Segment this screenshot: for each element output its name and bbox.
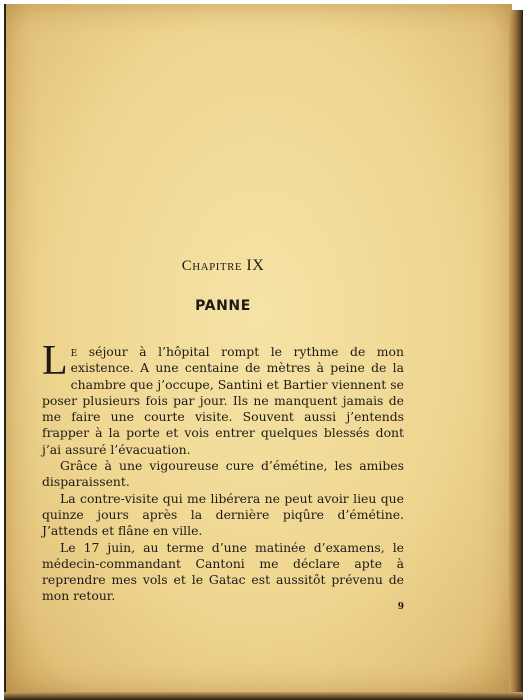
body-text [42, 338, 404, 605]
chapter-number: IX [246, 257, 265, 274]
chapter-label: Chapitre [181, 258, 243, 274]
paragraph-4: Le 17 juin, au terme d’une matinée d’examens, le médecin-commandant Cantoni me déclare apte à reprendre mes vols et le Gatac est aussitôt prévenu de mon retour. [42, 539, 404, 604]
chapter-heading [42, 257, 404, 275]
paragraph-2: Grâce à une vigoureuse cure d’émétine, les amibes disparaissent. [42, 458, 404, 490]
paragraph-3: La contre-visite qui me libérera ne peut avoir lieu que quinze jours après la dernière piqûre d’émétine. J’attends et flâne en ville. [42, 490, 404, 539]
paragraph-1 [42, 338, 404, 458]
section-title: PANNE [195, 298, 251, 314]
paragraph-1-text: séjour à l’hôpital rompt le rythme de mon existence. A une centaine de mètres à peine de la chambre que j’occupe, Santini et Bartier viennent se poser plusieurs fois par jour. Ils ne manquent jamais de me faire une courte visite. Souvent aussi j’entends frapper à la porte et vois entrer quelques blessés dont j’ai assuré l’évacuation. [42, 344, 404, 457]
drop-cap: L [42, 338, 68, 384]
lead-in: e [70, 344, 78, 359]
bottom-page-edge [4, 692, 523, 700]
page-number: 9 [397, 602, 404, 612]
page-edge [509, 10, 523, 694]
